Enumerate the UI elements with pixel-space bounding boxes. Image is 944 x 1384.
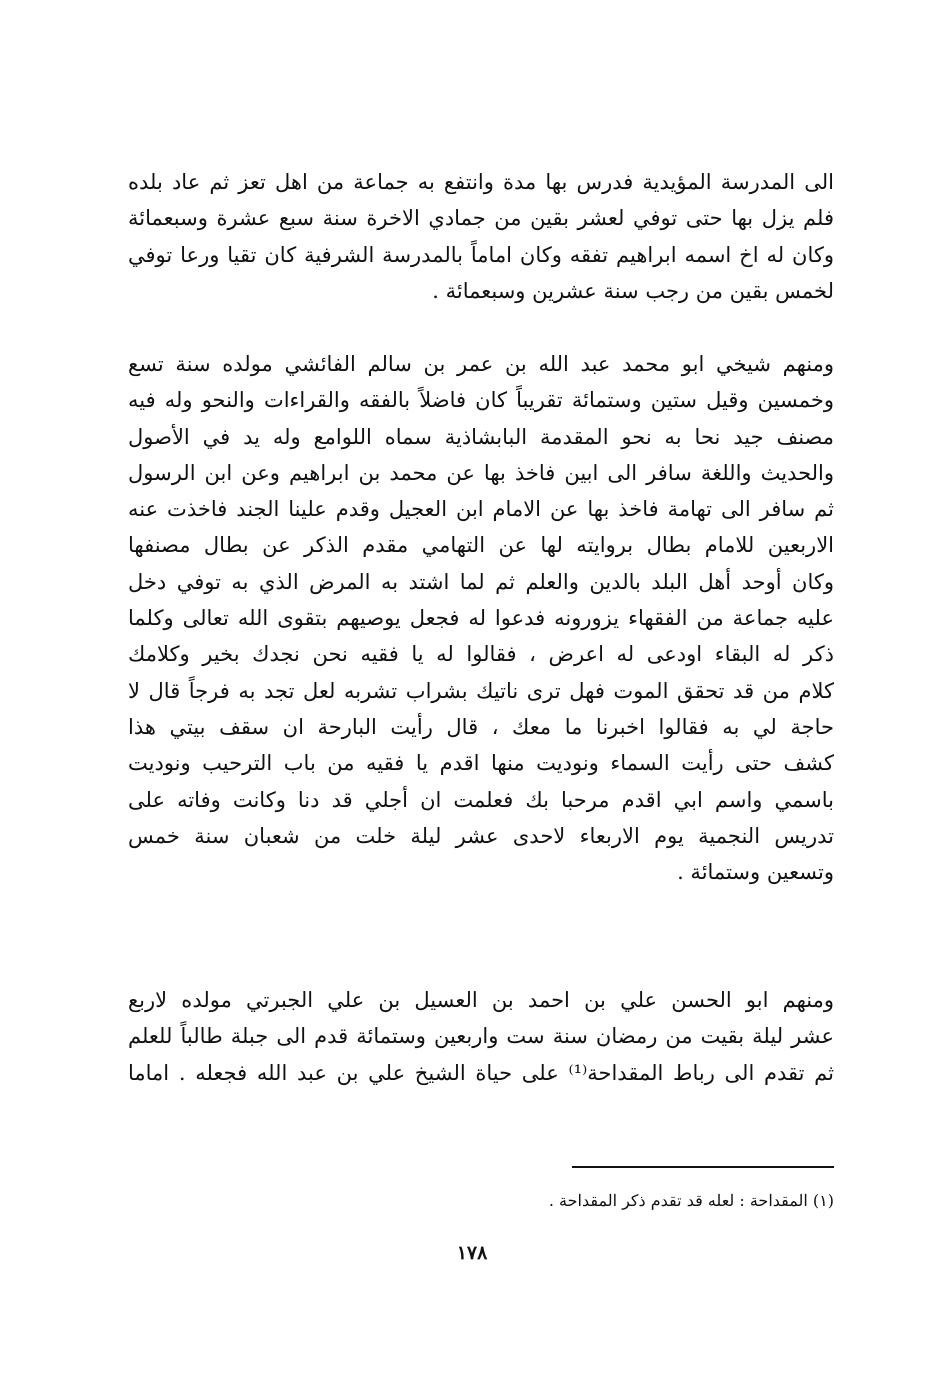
text-line: وتسعين وستمائة . [677, 860, 834, 885]
text-line: الى المدرسة المؤيدية فدرس بها مدة وانتفع به جماعة من اهل تعز ثم عاد بلده [128, 170, 834, 194]
text-line: وخمسين وقيل ستين وستمائة تقريباً كان فاضلاً بالفقه والقراءات والنحو وله فيه [128, 388, 834, 413]
text-line: لخمس بقين من رجب سنة عشرين وسبعمائة . [432, 278, 834, 303]
text-line: حاجة لي به فقالوا اخبرنا ما معك ، قال رأيت البارحة ان سقف بيتي هذا [128, 714, 834, 739]
text-line: ثم تقدم الى رباط المقداحة⁽¹⁾ على حياة الشيخ علي بن عبد الله فجعله . اماما [128, 1060, 834, 1085]
text-line: كلام من قد تحقق الموت فهل ترى ناتيك بشراب تشربه لعل تجد به فرجاً قال لا [128, 678, 834, 703]
text-line: ومنهم ابو الحسن علي بن احمد بن العسيل بن علي الجبرتي مولده لاربع [128, 988, 834, 1012]
text-line: تدريس النجمية يوم الاربعاء لاحدى عشر ليلة خلت من شعبان سنة خمس [128, 823, 834, 848]
paragraph-1 [128, 164, 834, 309]
paragraph-2 [128, 346, 834, 890]
text-line: ذكر له البقاء اودعى له اعرض ، فقالوا له يا فقيه نحن نجدك بخير وكلامك [128, 642, 834, 667]
text-line: كشف حتى رأيت السماء ونوديت منها اقدم يا فقيه من باب الترحيب ونوديت [128, 751, 834, 776]
text-line: والحديث واللغة سافر الى ابين فاخذ بها عن محمد بن ابراهيم وعن ابن الرسول [128, 460, 834, 485]
text-line: فلم يزل بها حتى توفي لعشر بقين من جمادي الاخرة سنة سبع عشرة وسبعمائة [128, 206, 834, 231]
text-line: باسمي واسم ابي اقدم مرحبا بك فعلمت ان أجلي قد دنا وكانت وفاته على [128, 787, 834, 812]
footnote: (١) المقداحة : لعله قد تقدم ذكر المقداحة . [548, 1191, 834, 1210]
text-line: عليه جماعة من الفقهاء يزورونه فدعوا له فجعل يوصيهم بتقوى الله تعالى وكلما [128, 606, 834, 631]
text-line: مصنف جيد نحا به نحو المقدمة البابشاذية سماه اللوامع وله يد في الأصول [128, 424, 834, 449]
text-line: وكان له اخ اسمه ابراهيم تفقه وكان اماماً بالمدرسة الشرفية كان تقيا ورعا توفي [128, 242, 834, 267]
text-line: عشر ليلة بقيت من رمضان سنة ست واربعين وستمائة قدم الى جبلة طالباً للعلم [128, 1024, 834, 1049]
text-line: وكان أوحد أهل البلد بالدين والعلم ثم لما اشتد به المرض الذي به توفي دخل [128, 569, 834, 594]
text-line: ثم سافر الى تهامة فاخذ بها عن الامام ابن العجيل وقدم علينا الجند فاخذت عنه [128, 497, 834, 522]
text-line: الاربعين للامام بطال بروايته لها عن التهامي مقدم الذكر عن بطال مصنفها [128, 533, 834, 558]
paragraph-3 [128, 982, 834, 1091]
page-number: ١٧٨ [456, 1242, 488, 1264]
footnote-divider [572, 1166, 834, 1168]
text-line: ومنهم شيخي ابو محمد عبد الله بن عمر بن سالم الفائشي مولده سنة تسع [128, 352, 834, 376]
